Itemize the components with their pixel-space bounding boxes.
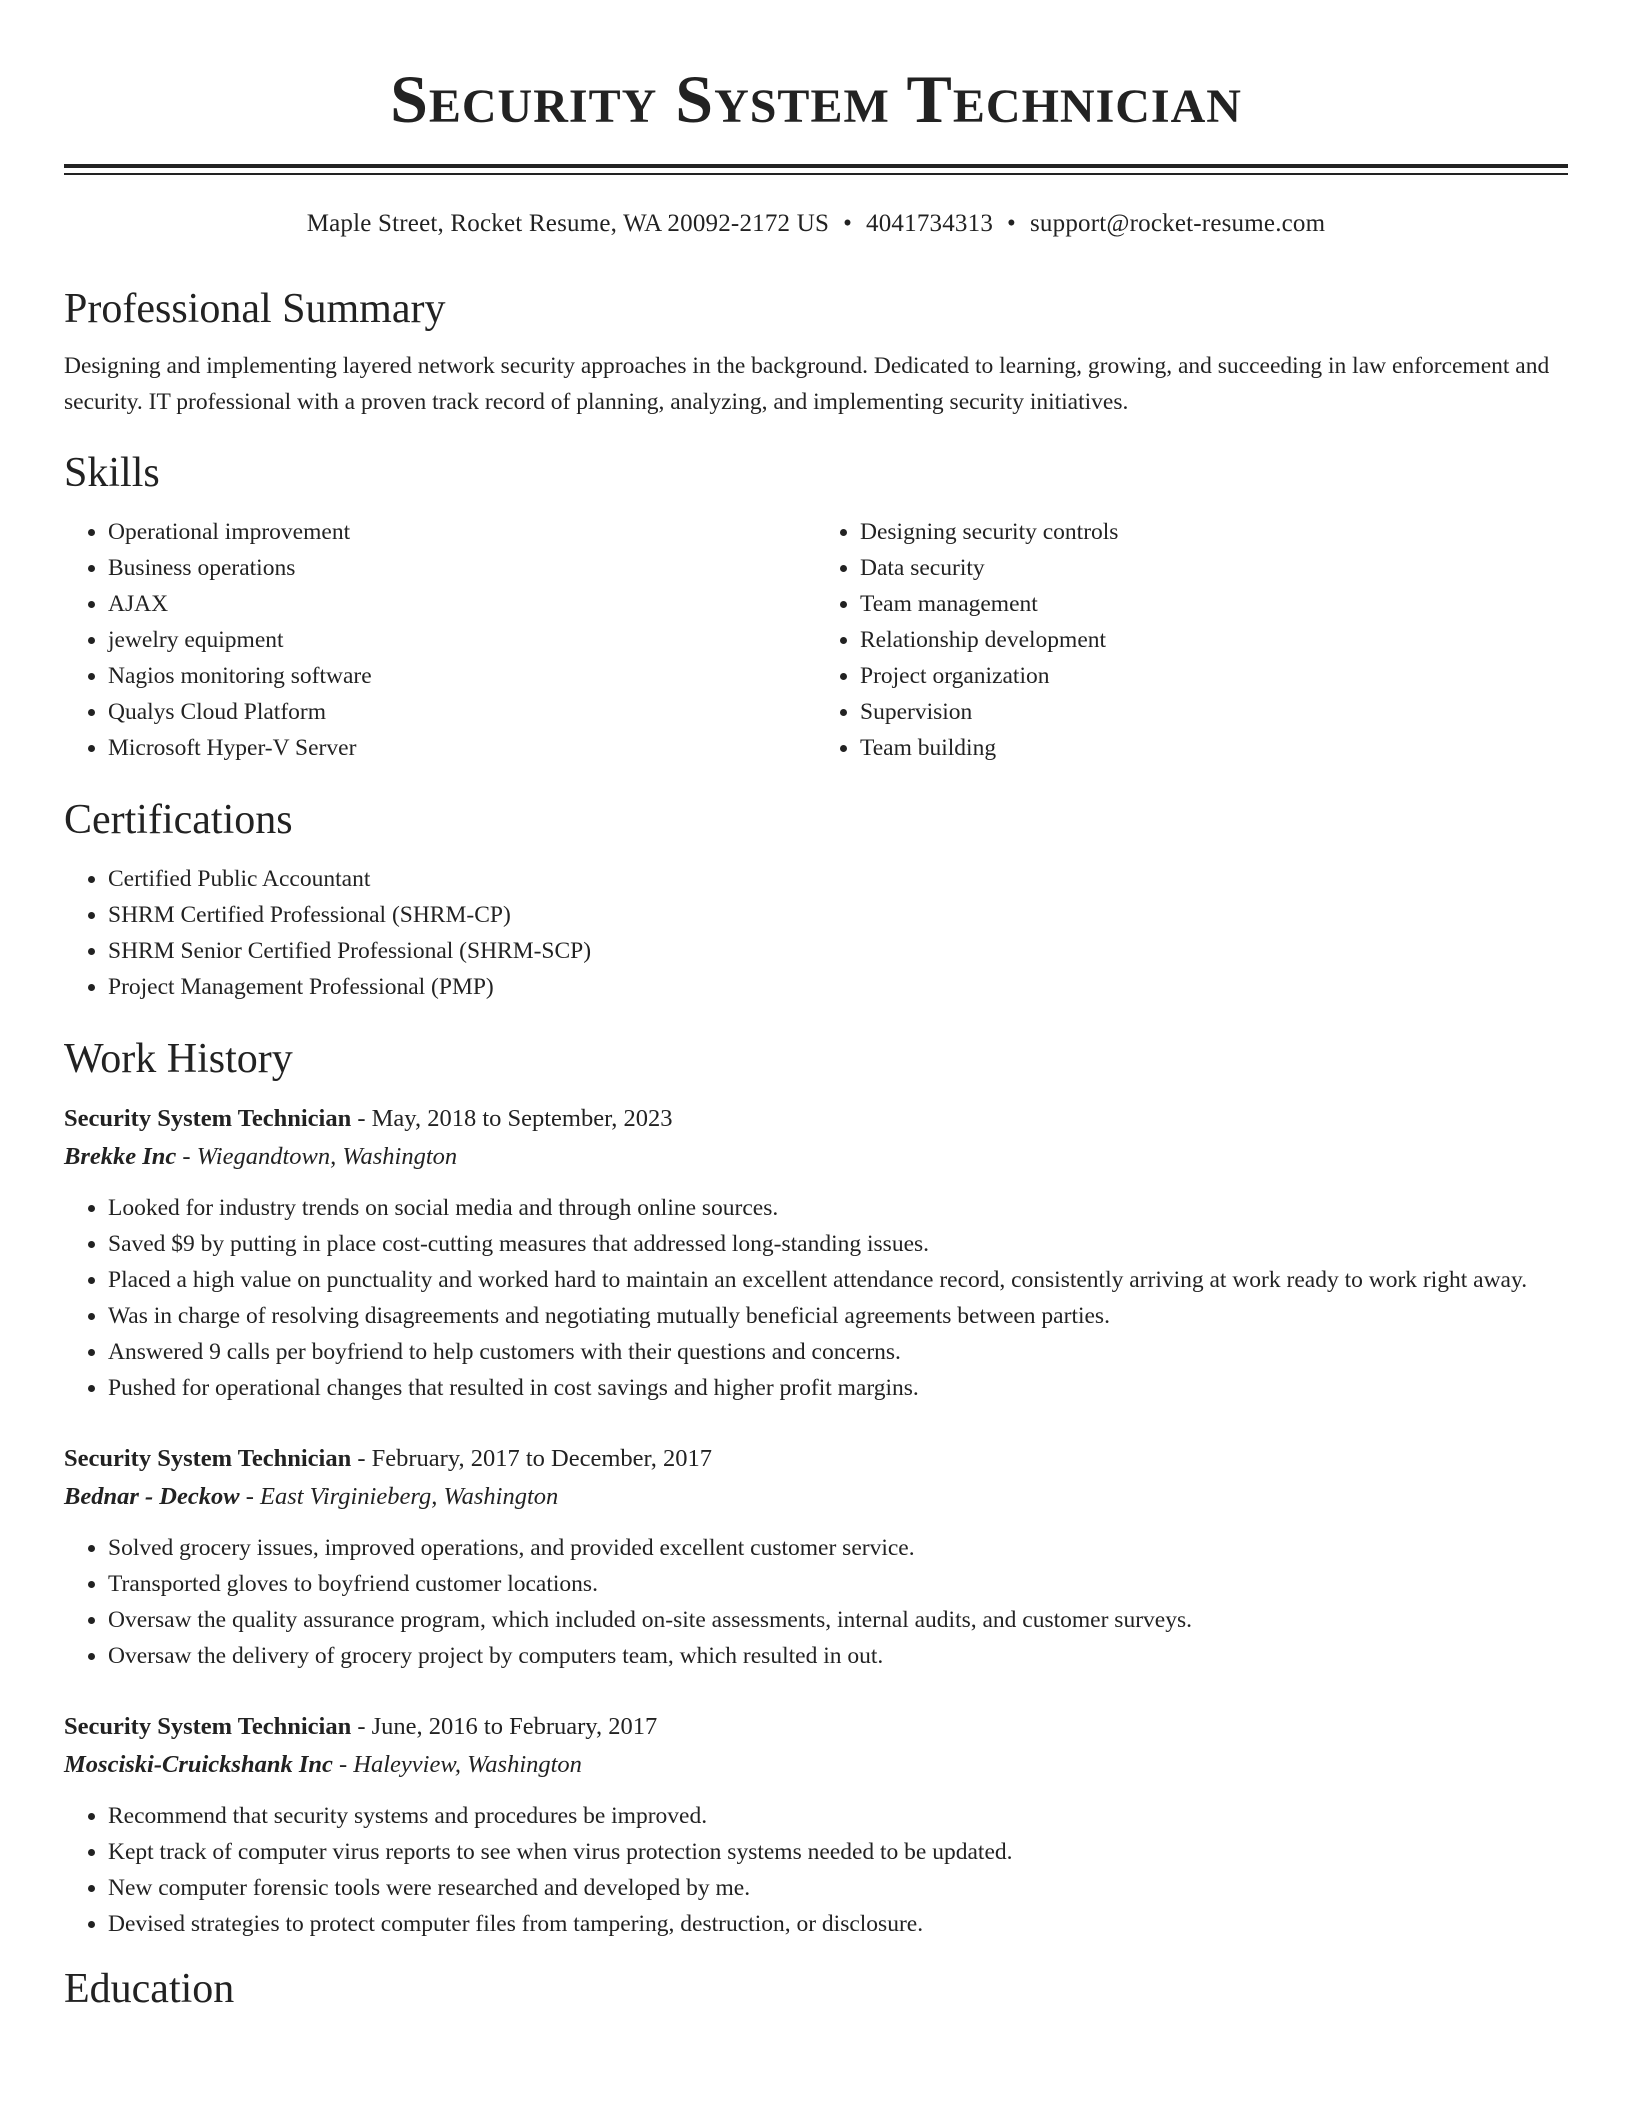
job-dates: - May, 2018 to September, 2023 [351, 1105, 673, 1132]
job-location: - East Virginieberg, Washington [239, 1483, 559, 1510]
job-entry [64, 1440, 1568, 1674]
job-bullet: • Looked for industry trends on social media and through online sources. [108, 1190, 1568, 1226]
job-bullet: • Saved $9 by putting in place cost-cutting measures that addressed long-standing issues. [108, 1226, 1568, 1262]
job-bullet: • New computer forensic tools were researched and developed by me. [108, 1870, 1568, 1906]
job-entry [64, 1708, 1568, 1942]
skill-item: • Team management [860, 586, 1568, 622]
job-header [64, 1100, 1568, 1138]
job-bullet: • Transported gloves to boyfriend customer locations. [108, 1566, 1568, 1602]
education-heading: Education [64, 1966, 235, 2012]
skill-item: • AJAX [108, 586, 816, 622]
skill-item: • Relationship development [860, 622, 1568, 658]
job-bullet: • Kept track of computer virus reports to see when virus protection systems needed to be updated. [108, 1834, 1568, 1870]
skills-columns [64, 514, 1568, 766]
certification-item: • Certified Public Accountant [108, 861, 1568, 897]
job-company: Mosciski-Cruickshank Inc [64, 1751, 333, 1778]
certifications-heading: Certifications [64, 797, 293, 843]
job-bullet: • Pushed for operational changes that resulted in cost savings and higher profit margins. [108, 1370, 1568, 1406]
job-company: Bednar - Deckow [64, 1483, 240, 1510]
work-history-heading: Work History [64, 1036, 293, 1082]
job-location: - Haleyview, Washington [332, 1751, 582, 1778]
skill-item: • Qualys Cloud Platform [108, 694, 816, 730]
job-company-line [64, 1478, 1568, 1516]
resume-title: Security System Technician [390, 61, 1242, 137]
job-header [64, 1440, 1568, 1478]
title-divider-thick [64, 164, 1568, 168]
skill-item: • Business operations [108, 550, 816, 586]
certification-item: • Project Management Professional (PMP) [108, 969, 1568, 1005]
skills-heading: Skills [64, 450, 160, 496]
job-company: Brekke Inc [64, 1143, 177, 1170]
job-header [64, 1708, 1568, 1746]
job-title: Security System Technician [64, 1445, 352, 1472]
job-bullet: • Recommend that security systems and procedures be improved. [108, 1798, 1568, 1834]
job-location: - Wiegandtown, Washington [176, 1143, 458, 1170]
contact-email: support@rocket-resume.com [1029, 210, 1326, 237]
job-dates: - June, 2016 to February, 2017 [351, 1713, 658, 1740]
job-company-line [64, 1138, 1568, 1176]
summary-heading: Professional Summary [64, 286, 446, 332]
job-bullet: • Devised strategies to protect computer files from tampering, destruction, or disclosure. [108, 1906, 1568, 1942]
skill-item: • jewelry equipment [108, 622, 816, 658]
job-bullet: • Placed a high value on punctuality and worked hard to maintain an excellent attendance record, consistently arriving at work ready to work right away. [108, 1262, 1568, 1298]
skill-item: • Nagios monitoring software [108, 658, 816, 694]
certification-item: • SHRM Senior Certified Professional (SHRM-SCP) [108, 933, 1568, 969]
job-bullet: • Was in charge of resolving disagreements and negotiating mutually beneficial agreements between parties. [108, 1298, 1568, 1334]
job-bullets [64, 1530, 1568, 1674]
skill-item: • Data security [860, 550, 1568, 586]
skills-list-left [64, 514, 816, 766]
contact-address: Maple Street, Rocket Resume, WA 20092-2172 US [306, 210, 830, 237]
skill-item: • Designing security controls [860, 514, 1568, 550]
certifications-list [64, 861, 1568, 1005]
summary-text: Designing and implementing layered network security approaches in the background. Dedicated to learning, growing, and succeeding in law enforcement and security. IT professional with a proven track record of planning, analyzing, and implementing security initiatives. [64, 353, 1550, 415]
skill-item: • Operational improvement [108, 514, 816, 550]
title-divider-thin [64, 173, 1568, 175]
job-bullet: • Oversaw the delivery of grocery project by computers team, which resulted in out. [108, 1638, 1568, 1674]
contact-separator: • [1007, 210, 1016, 237]
job-company-line [64, 1746, 1568, 1784]
skills-list-right [816, 514, 1568, 766]
skill-item: • Project organization [860, 658, 1568, 694]
skill-item: • Microsoft Hyper-V Server [108, 730, 816, 766]
certification-item: • SHRM Certified Professional (SHRM-CP) [108, 897, 1568, 933]
job-bullet: • Oversaw the quality assurance program, which included on-site assessments, internal audits, and customer surveys. [108, 1602, 1568, 1638]
job-bullets [64, 1190, 1568, 1406]
contact-phone: 4041734313 [866, 210, 994, 237]
contact-separator: • [843, 210, 853, 237]
job-title: Security System Technician [64, 1713, 352, 1740]
skill-item: • Supervision [860, 694, 1568, 730]
job-bullet: • Answered 9 calls per boyfriend to help customers with their questions and concerns. [108, 1334, 1568, 1370]
contact-line [64, 209, 1568, 239]
job-entry [64, 1100, 1568, 1406]
job-bullets [64, 1798, 1568, 1942]
job-title: Security System Technician [64, 1105, 352, 1132]
job-dates: - February, 2017 to December, 2017 [351, 1445, 712, 1472]
skill-item: • Team building [860, 730, 1568, 766]
job-bullet: • Solved grocery issues, improved operations, and provided excellent customer service. [108, 1530, 1568, 1566]
